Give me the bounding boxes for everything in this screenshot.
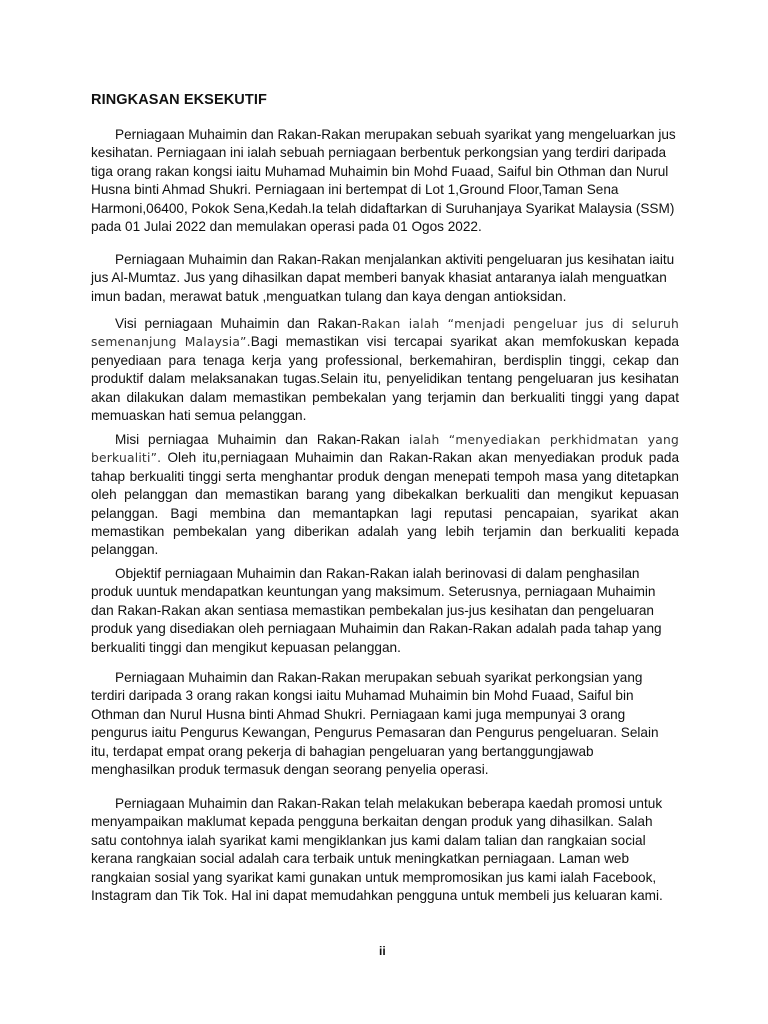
paragraph-promotion: Perniagaan Muhaimin dan Rakan-Rakan telah melakukan beberapa kaedah promosi untuk menyampaikan maklumat kepada pengguna berkaitan dengan produk yang dihasilkan. Salah satu contohnya ialah syarikat kami mengiklankan jus kami dalam talian dan rangkaian social kerana rangkaian social adalah cara terbaik untuk meningkatkan perniagaan. Laman web rangkaian sosial yang syarikat kami gunakan untuk mempromosikan jus kami ialah Facebook, Instagram dan Tik Tok. Hal ini dapat memudahkan pengguna untuk membeli jus keluaran kami. bbox=[91, 796, 663, 904]
mission-statement-quote: ialah “menyediakan perkhidmatan yang berkualiti”. bbox=[91, 433, 679, 466]
mission-lead-text: Misi perniagaa Muhaimin dan Rakan-Rakan bbox=[115, 432, 409, 447]
mission-detail-text: Oleh itu,perniagaan Muhaimin dan Rakan-Rakan akan menyediakan produk pada tahap berkualiti tinggi serta menghantar produk dengan menepati tempoh masa yang ditetapkan oleh pelanggan dan memastikan barang yang dibekalkan berkualiti dan mengikut kepuasan pelanggan. Bagi membina dan memantapkan lagi reputasi pencapaian, syarikat akan memastikan pembekalan yang diberikan adalah yang lebih terjamin dan berkualiti kepada pelanggan. bbox=[91, 450, 679, 558]
vision-detail-text: Bagi memastikan visi tercapai syarikat akan memfokuskan kepada penyediaan para tenaga kerja yang professional, berkemahiran, berdisplin tinggi, cekap dan produktif dalam melaksanakan tugas.Selain itu, penyelidikan tentang pengeluaran jus kesihatan akan dilakukan dalam memastikan pembekalan yang terjamin dan berkualiti tinggi yang dapat memuaskan hati semua pelanggan. bbox=[91, 334, 679, 424]
page-number: ii bbox=[379, 944, 386, 958]
paragraph-mission bbox=[91, 431, 679, 560]
paragraph-product-activity: Perniagaan Muhaimin dan Rakan-Rakan menjalankan aktiviti pengeluaran jus kesihatan iaitu jus Al-Mumtaz. Jus yang dihasilkan dapat memberi banyak khasiat antaranya ialah menguatkan imun badan, merawat batuk ,menguatkan tulang dan kaya dengan antioksidan. bbox=[91, 252, 675, 304]
section-heading: RINGKASAN EKSEKUTIF bbox=[91, 92, 267, 108]
paragraph-objective: Objektif perniagaan Muhaimin dan Rakan-Rakan ialah berinovasi di dalam penghasilan produk uuntuk mendapatkan keuntungan yang maksimum. Seterusnya, perniagaan Muhaimin dan Rakan-Rakan akan sentiasa memastikan pembekalan jus-jus kesihatan dan pengeluaran produk yang disediakan oleh perniagaan Muhaimin dan Rakan-Rakan adalah pada tahap yang berkualiti tinggi dan mengikut kepuasan pelanggan. bbox=[91, 566, 662, 655]
paragraph-vision bbox=[91, 315, 679, 425]
vision-lead-text: Visi perniagaan Muhaimin dan Rakan- bbox=[115, 316, 362, 331]
paragraph-organization: Perniagaan Muhaimin dan Rakan-Rakan merupakan sebuah syarikat perkongsian yang terdiri daripada 3 orang rakan kongsi iaitu Muhamad Muhaimin bin Mohd Fuaad, Saiful bin Othman dan Nurul Husna binti Ahmad Shukri. Perniagaan kami juga mempunyai 3 orang pengurus iaitu Pengurus Kewangan, Pengurus Pemasaran dan Pengurus pengeluaran. Selain itu, terdapat empat orang pekerja di bahagian pengeluaran yang bertanggungjawab menghasilkan produk termasuk dengan seorang penyelia operasi. bbox=[91, 670, 659, 778]
vision-statement-quote: Rakan ialah “menjadi pengeluar jus di seluruh semenanjung Malaysia”. bbox=[91, 317, 679, 350]
paragraph-company-overview: Perniagaan Muhaimin dan Rakan-Rakan merupakan sebuah syarikat yang mengeluarkan jus kesihatan. Perniagaan ini ialah sebuah perniagaan berbentuk perkongsian yang terdiri daripada tiga orang rakan kongsi iaitu Muhamad Muhaimin bin Mohd Fuaad, Saiful bin Othman dan Nurul Husna binti Ahmad Shukri. Perniagaan ini bertempat di Lot 1,Ground Floor,Taman Sena Harmoni,06400, Pokok Sena,Kedah.Ia telah didaftarkan di Suruhanjaya Syarikat Malaysia (SSM) pada 01 Julai 2022 dan memulakan operasi pada 01 Ogos 2022. bbox=[91, 127, 676, 235]
